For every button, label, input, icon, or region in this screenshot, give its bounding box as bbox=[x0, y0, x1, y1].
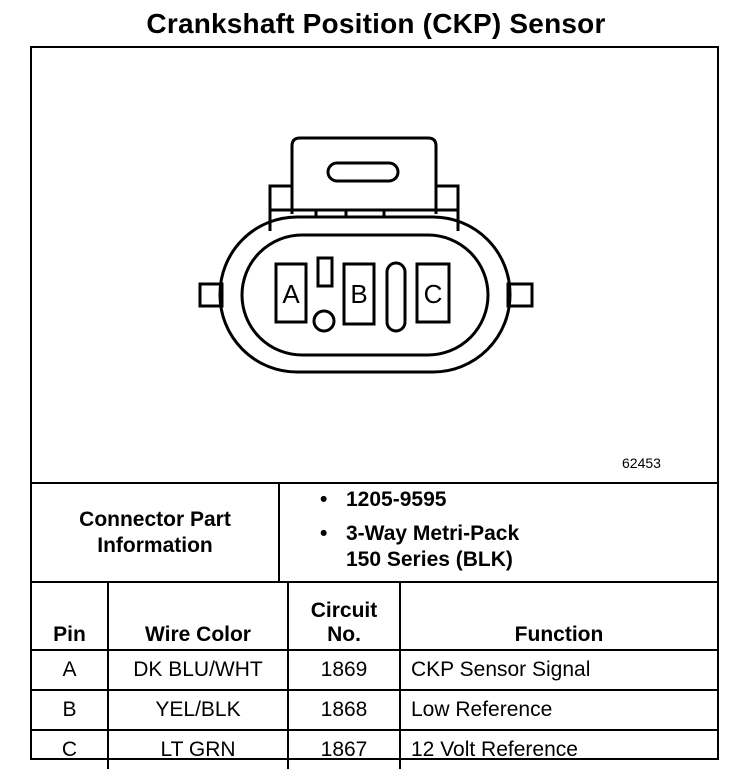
pin-label-c: C bbox=[423, 279, 443, 309]
bullet-icon: • bbox=[320, 488, 328, 511]
header-pin: Pin bbox=[32, 583, 108, 650]
cell-circuit: 1869 bbox=[288, 650, 400, 690]
connector-info-bullets bbox=[320, 487, 519, 573]
cell-circuit: 1868 bbox=[288, 690, 400, 730]
cell-wire-color: YEL/BLK bbox=[108, 690, 288, 730]
cell-pin: B bbox=[32, 690, 108, 730]
part-number-item bbox=[320, 487, 519, 513]
pinout-table bbox=[32, 583, 717, 769]
table-row bbox=[32, 730, 717, 769]
cell-wire-color: DK BLU/WHT bbox=[108, 650, 288, 690]
table-row bbox=[32, 690, 717, 730]
cell-function: CKP Sensor Signal bbox=[400, 650, 717, 690]
header-wire-color: Wire Color bbox=[108, 583, 288, 650]
part-number: 1205-9595 bbox=[346, 488, 447, 511]
key-post bbox=[318, 258, 332, 286]
bullet-icon: • bbox=[320, 522, 328, 545]
connector-info-label-line2: Information bbox=[97, 533, 213, 557]
header-function: Function bbox=[400, 583, 717, 650]
connector-type-item bbox=[320, 521, 519, 573]
side-tab-right bbox=[508, 284, 532, 306]
connector-type-line1: 3-Way Metri-Pack bbox=[346, 522, 520, 545]
connector-latch bbox=[292, 138, 436, 214]
key-hole bbox=[314, 311, 334, 331]
connector-info-label-line1: Connector Part bbox=[79, 507, 231, 531]
cell-circuit: 1867 bbox=[288, 730, 400, 769]
connector-info-label bbox=[32, 484, 278, 581]
polarizing-slot bbox=[387, 263, 405, 331]
cell-wire-color: LT GRN bbox=[108, 730, 288, 769]
table-row bbox=[32, 650, 717, 690]
cell-pin: C bbox=[32, 730, 108, 769]
connector-type-line2: 150 Series (BLK) bbox=[346, 548, 513, 571]
cell-pin: A bbox=[32, 650, 108, 690]
pin-label-a: A bbox=[282, 279, 300, 309]
cell-function: 12 Volt Reference bbox=[411, 738, 578, 761]
page-title: Crankshaft Position (CKP) Sensor bbox=[146, 8, 606, 39]
info-column-divider bbox=[278, 483, 280, 582]
cell-function: Low Reference bbox=[400, 690, 717, 730]
connector-diagram bbox=[30, 46, 719, 483]
connector-face-drawing bbox=[30, 46, 719, 483]
figure-number: 62453 bbox=[622, 455, 661, 471]
header-circuit-line2: No. bbox=[327, 623, 361, 646]
latch-window bbox=[328, 163, 398, 181]
table-header-row bbox=[32, 583, 717, 650]
header-circuit bbox=[288, 583, 400, 650]
pin-label-b: B bbox=[350, 279, 368, 309]
header-circuit-line1: Circuit bbox=[310, 599, 378, 622]
